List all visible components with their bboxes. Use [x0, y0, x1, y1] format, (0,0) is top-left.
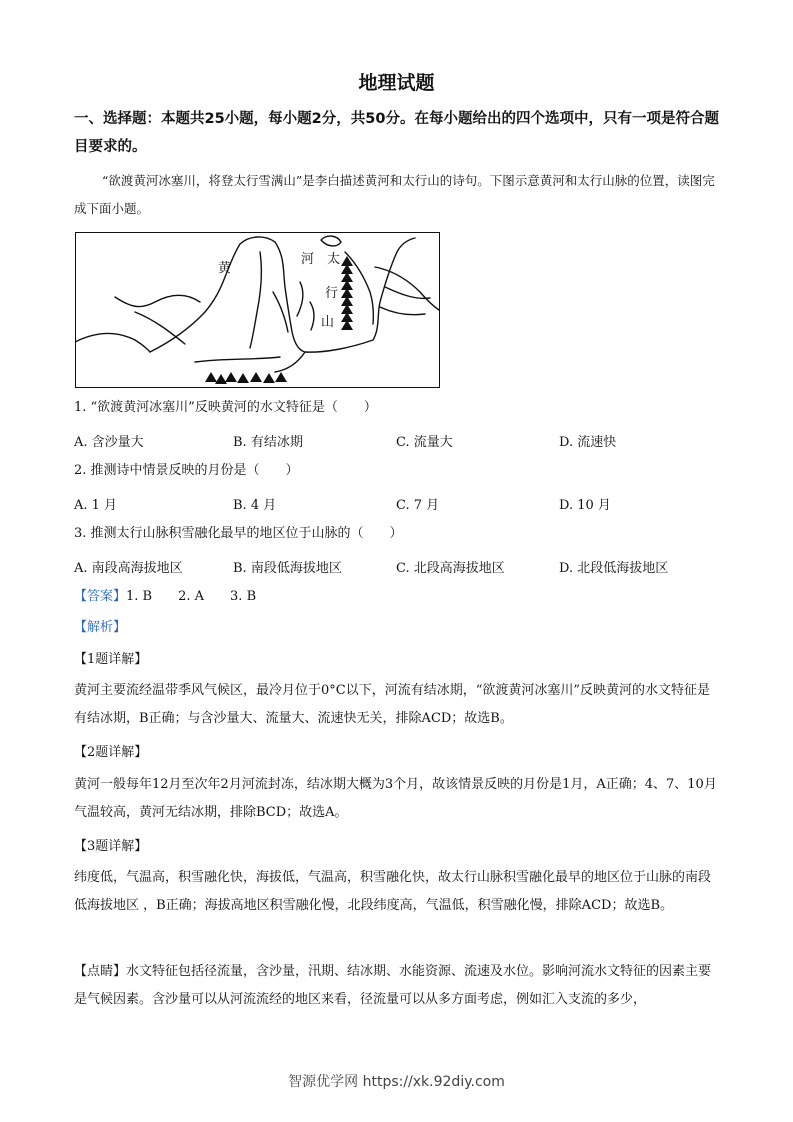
q3-option-c: C. 北段高海拔地区 [396, 561, 505, 576]
answer-text: 1. B 2. A 3. B [126, 589, 257, 604]
question-2-stem: 2. 推测诗中情景反映的月份是（ ） [74, 463, 299, 478]
map-label-xing: 行 [325, 286, 339, 301]
intro-text: “欲渡黄河冰塞川，将登太行雪满山”是李白描述黄河和太行山的诗句。下图示意黄河和太行山脉的位置，读图完成下面小题。 [74, 173, 715, 216]
question-1-stem: 1. “欲渡黄河冰塞川”反映黄河的水文特征是（ ） [74, 400, 377, 415]
analysis-label: 【解析】 [74, 620, 127, 635]
tip-text: 水文特征包括径流量，含沙量，汛期、结冰期、水能资源、流速及水位。影响河流水文特征的因素主要是气候因素。含沙量可以从河流流经的地区来看，径流量可以从多方面考虑，例如汇入支流的多少， [74, 964, 712, 1007]
answer-label: 【答案】 [74, 589, 127, 604]
detail-1-label: 【1题详解】 [74, 652, 148, 667]
q3-option-b: B. 南段低海拔地区 [233, 561, 342, 576]
question-intro [74, 167, 722, 223]
q2-option-a: A. 1 月 [74, 498, 118, 513]
q1-option-c: C. 流量大 [396, 435, 453, 450]
q3-option-a: A. 南段高海拔地区 [74, 561, 183, 576]
tip-label: 【点睛】 [74, 964, 127, 979]
q2-option-c: C. 7 月 [396, 498, 440, 513]
detail-2-text: 黄河一般每年12月至次年2月河流封冻，结冰期大概为3个月，故该情景反映的月份是1月，A正确；4、7、10月气温较高，黄河无结冰期，排除BCD；故选A。 [74, 777, 717, 820]
q1-option-b: B. 有结冰期 [233, 435, 303, 450]
footer-watermark: 智源优学网 https://xk.92diy.com [288, 1074, 505, 1090]
q2-option-b: B. 4 月 [233, 498, 277, 513]
q1-option-d: D. 流速快 [559, 435, 617, 450]
detail-3-label: 【3题详解】 [74, 839, 148, 854]
detail-2-label: 【2题详解】 [74, 745, 148, 760]
map-label-tai: 太 [327, 252, 341, 267]
tip-block [74, 958, 722, 1014]
detail-3-text: 纬度低，气温高，积雪融化快，海拔低，气温高，积雪融化快，故太行山脉积雪融化最早的地区位于山脉的南段低海拔地区 ，B正确；海拔高地区积雪融化慢，北段纬度高，气温低，积雪融化慢，排除ACD；故选B。 [74, 870, 712, 913]
section-heading: 一、选择题：本题共25小题，每小题2分，共50分。在每小题给出的四个选项中，只有一项是符合题目要求的。 [74, 111, 719, 155]
map-label-shan: 山 [321, 315, 335, 330]
page-title: 地理试题 [358, 72, 435, 94]
map-label-huang: 黄 [218, 261, 232, 276]
yellow-river-taihang-map [75, 232, 440, 388]
q3-option-d: D. 北段低海拔地区 [559, 561, 669, 576]
q1-option-a: A. 含沙量大 [74, 435, 144, 450]
answer-line [74, 587, 256, 607]
detail-1-text: 黄河主要流经温带季风气候区，最冷月位于0°C以下，河流有结冰期，“欲渡黄河冰塞川”反映黄河的水文特征是有结冰期，B正确；与含沙量大、流量大、流速快无关，排除ACD；故选B。 [74, 683, 711, 726]
map-label-he: 河 [301, 252, 315, 267]
q2-option-d: D. 10 月 [559, 498, 611, 513]
question-3-stem: 3. 推测太行山脉积雪融化最早的地区位于山脉的（ ） [74, 526, 403, 541]
